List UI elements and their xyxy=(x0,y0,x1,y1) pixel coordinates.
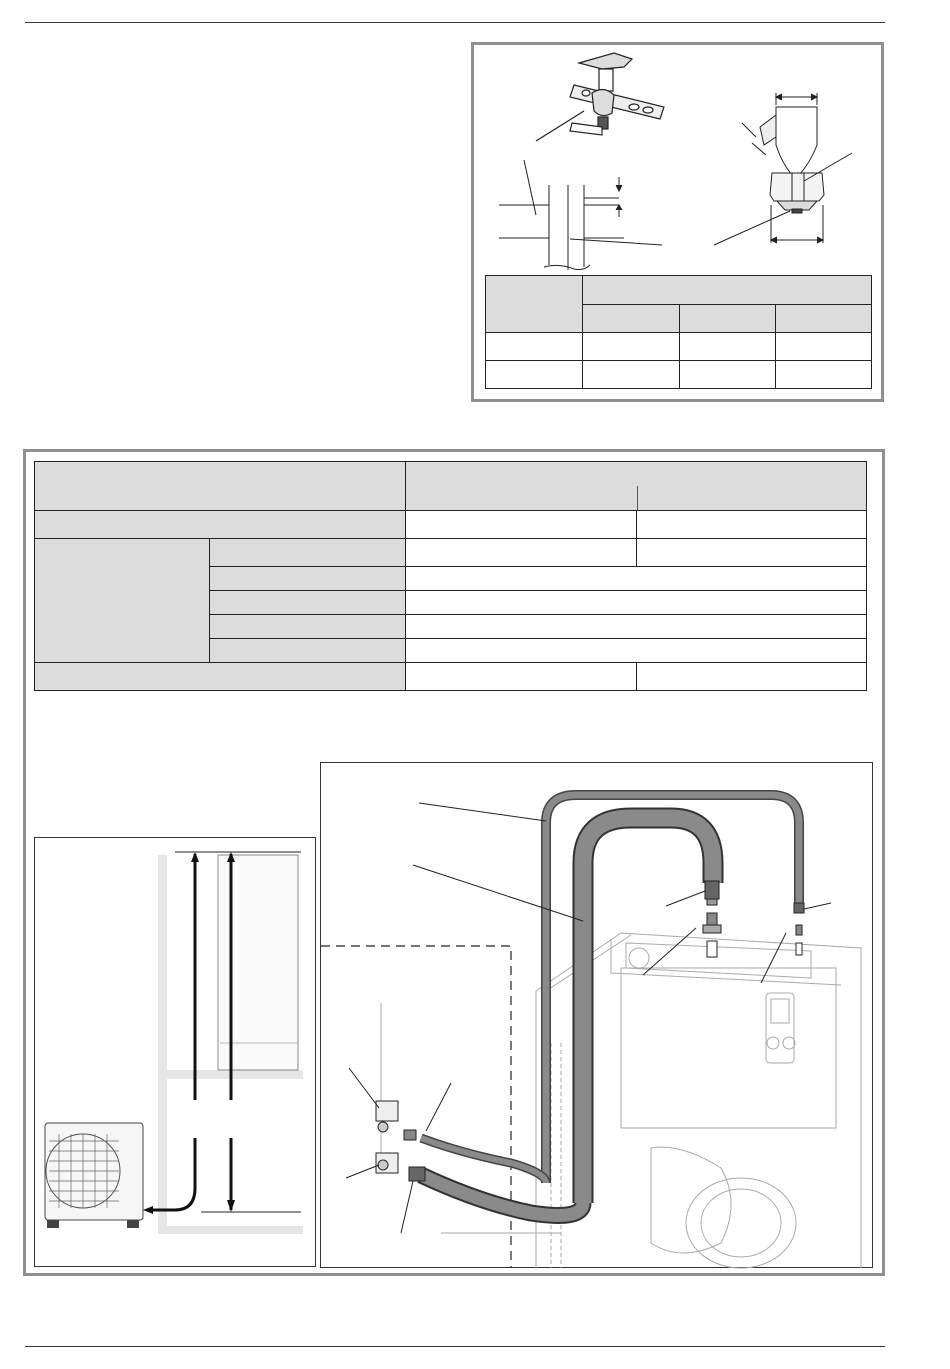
table-row xyxy=(35,511,867,539)
table-header-cell xyxy=(583,304,680,333)
table-row xyxy=(35,539,867,567)
top-divider xyxy=(25,22,885,23)
table-row xyxy=(486,333,872,361)
outdoor-unit-icon xyxy=(45,1123,143,1228)
table-header-cell xyxy=(406,462,867,511)
table-header-cell xyxy=(583,276,872,305)
flare-dimension-table xyxy=(485,275,872,389)
flare-nut-detail xyxy=(714,93,852,245)
table-header-cell xyxy=(35,462,406,511)
refrigerant-pipe-connection-diagram xyxy=(320,762,873,1268)
flare-tool-icon xyxy=(536,53,664,141)
table-header-cell xyxy=(486,276,583,333)
spec-box xyxy=(23,449,885,1276)
pipe-end-detail xyxy=(499,160,662,270)
table-row xyxy=(35,663,867,691)
table-row xyxy=(486,361,872,389)
pipe-spec-table xyxy=(34,461,867,691)
outdoor-boundary-line xyxy=(321,946,511,1268)
gas-pipe xyxy=(583,818,713,1203)
flare-box xyxy=(471,42,884,402)
table-header-cell xyxy=(680,304,776,333)
table-header-cell xyxy=(776,304,872,333)
flare-illustrations xyxy=(474,45,887,275)
height-difference-diagram xyxy=(34,837,316,1267)
bottom-divider xyxy=(25,1346,885,1347)
